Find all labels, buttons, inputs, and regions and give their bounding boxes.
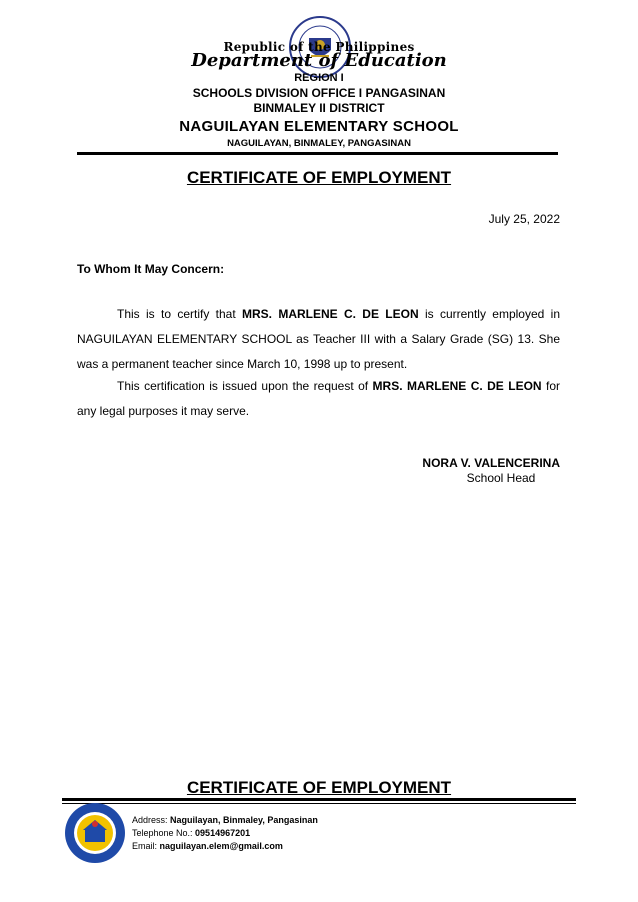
- department-heading: Department of Education: [191, 50, 447, 71]
- republic-heading: Republic of the Philippines: [223, 40, 415, 54]
- school-name: NAGUILAYAN ELEMENTARY SCHOOL: [179, 118, 459, 135]
- footer-title: CERTIFICATE OF EMPLOYMENT: [186, 778, 452, 797]
- requester-name: MRS. MARLENE C. DE LEON: [372, 379, 542, 393]
- phone-label: Telephone No.:: [132, 828, 196, 838]
- email-label: Email:: [132, 841, 160, 851]
- school-address: NAGUILAYAN, BINMALEY, PANGASINAN: [227, 138, 411, 149]
- signatory-name: NORA V. VALENCERINA: [422, 456, 560, 470]
- address-value: Naguilayan, Binmaley, Pangasinan: [170, 815, 318, 825]
- phone-value: 09514967201: [195, 828, 251, 838]
- division-heading: SCHOOLS DIVISION OFFICE I PANGASINAN: [192, 86, 446, 100]
- p1-text-b: is currently employed in NAGUILAYAN ELEMENTARY SCHOOL as Teacher III with a Salary Grade (SG) 13. She was a permanent teacher since March 10, 1998 up to present.: [77, 307, 560, 371]
- employee-name: MRS. MARLENE C. DE LEON: [242, 307, 419, 321]
- p2-text-a: This certification is issued upon the request of: [117, 379, 373, 393]
- email-value[interactable]: naguilayan.elem@gmail.com: [159, 841, 283, 851]
- document-title: CERTIFICATE OF EMPLOYMENT: [186, 168, 452, 187]
- document-date: July 25, 2022: [488, 212, 560, 226]
- footer-address: [132, 814, 318, 827]
- footer-divider-thin: [62, 803, 576, 804]
- body-paragraph-1: [77, 302, 560, 377]
- footer-phone: [132, 827, 250, 840]
- district-heading: BINMALEY II DISTRICT: [253, 101, 385, 115]
- p2-text-b: for any legal purposes it may serve.: [77, 379, 561, 418]
- signatory-position-block: [420, 471, 560, 485]
- footer-divider: [62, 798, 576, 801]
- body-paragraph-2: [77, 374, 560, 424]
- school-logo-icon: [64, 802, 126, 864]
- signatory-position: School Head: [466, 471, 536, 485]
- salutation: To Whom It May Concern:: [77, 262, 225, 276]
- header-divider: [77, 152, 558, 155]
- address-label: Address:: [132, 815, 171, 825]
- footer-email: [132, 840, 283, 853]
- p1-text-a: This is to certify that: [117, 307, 242, 321]
- region-heading: REGION I: [294, 72, 344, 84]
